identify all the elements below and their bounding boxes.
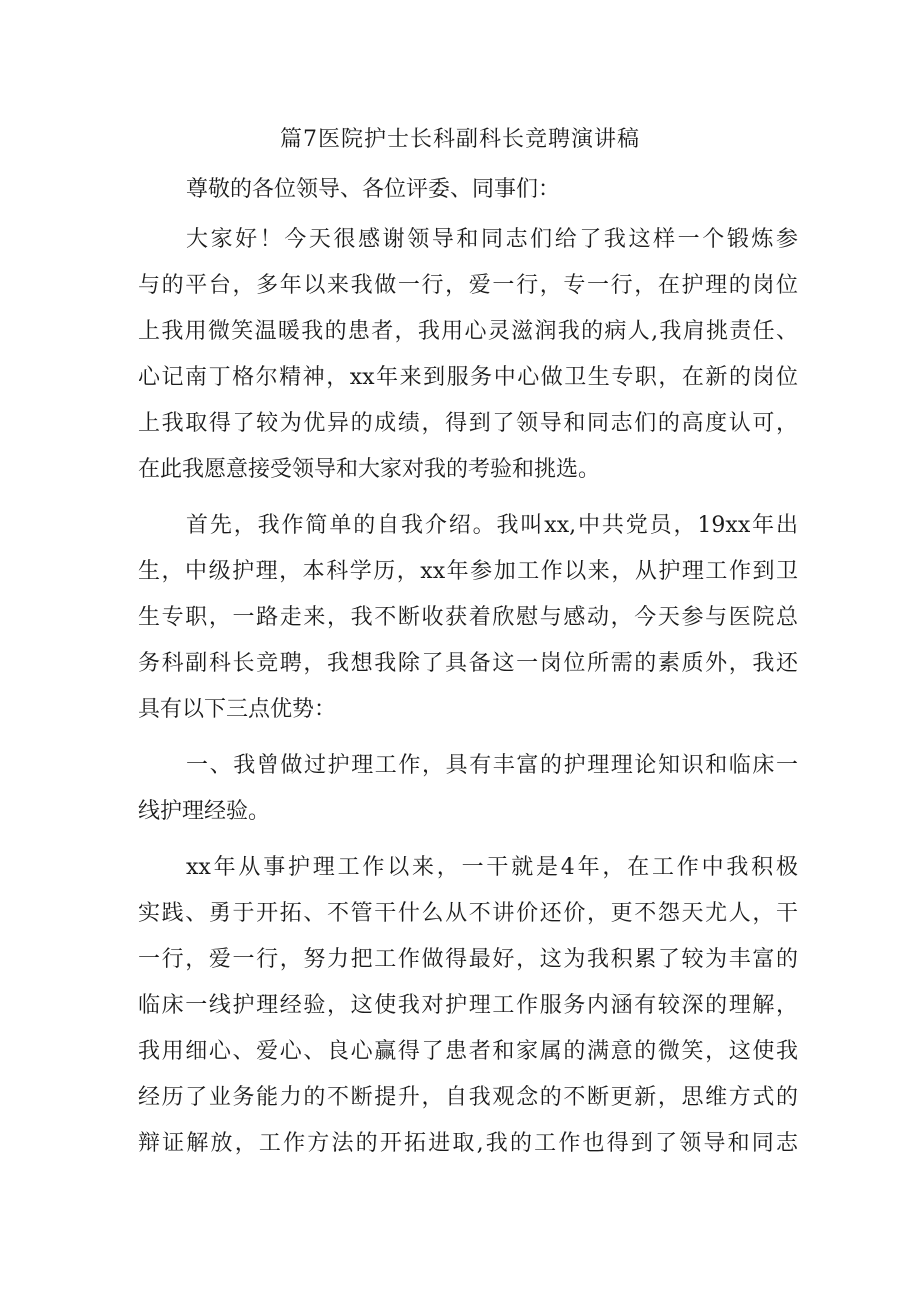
paragraph-line: 一、我曾做过护理工作，具有丰富的护理理论知识和临床一 xyxy=(186,753,798,778)
paragraph-line: 心记南丁格尔精神，xx年来到服务中心做卫生专职，在新的岗位 xyxy=(138,365,798,390)
paragraph-line: xx年从事护理工作以来，一干就是4年，在工作中我积极 xyxy=(186,855,798,880)
paragraph-line: 大家好！今天很感谢领导和同志们给了我这样一个锻炼参 xyxy=(186,227,798,252)
paragraph-line: 上我用微笑温暖我的患者，我用心灵滋润我的病人,我肩挑责任、 xyxy=(138,319,798,344)
paragraph-line: 具有以下三点优势： xyxy=(138,697,337,722)
paragraph-line: 线护理经验。 xyxy=(138,799,271,824)
paragraph-line: 务科副科长竞聘，我想我除了具备这一岗位所需的素质外，我还 xyxy=(138,651,798,676)
paragraph-line: 生，中级护理，本科学历，xx年参加工作以来，从护理工作到卫 xyxy=(138,559,798,584)
paragraph-line: 首先，我作简单的自我介绍。我叫xx,中共党员，19xx年出 xyxy=(186,513,798,538)
paragraph-line: 临床一线护理经验，这使我对护理工作服务内涵有较深的理解， xyxy=(138,993,798,1018)
document-title: 篇7医院护士长科副科长竞聘演讲稿 xyxy=(280,127,640,152)
paragraph-line: 辩证解放，工作方法的开拓进取,我的工作也得到了领导和同志 xyxy=(138,1131,798,1156)
paragraph-line: 上我取得了较为优异的成绩，得到了领导和同志们的高度认可， xyxy=(138,411,798,436)
paragraph-line: 与的平台，多年以来我做一行，爱一行，专一行，在护理的岗位 xyxy=(138,273,798,298)
paragraph-line: 一行，爱一行，努力把工作做得最好，这为我积累了较为丰富的 xyxy=(138,947,798,972)
paragraph-line: 生专职，一路走来，我不断收获着欣慰与感动，今天参与医院总 xyxy=(138,605,798,630)
paragraph-line: 在此我愿意接受领导和大家对我的考验和挑选。 xyxy=(138,457,601,482)
salutation-line: 尊敬的各位领导、各位评委、同事们： xyxy=(186,177,561,202)
paragraph-line: 我用细心、爱心、良心赢得了患者和家属的满意的微笑，这使我 xyxy=(138,1039,798,1064)
paragraph-line: 实践、勇于开拓、不管干什么从不讲价还价，更不怨天尤人，干 xyxy=(138,901,798,926)
paragraph-line: 经历了业务能力的不断提升，自我观念的不断更新，思维方式的 xyxy=(138,1085,798,1110)
